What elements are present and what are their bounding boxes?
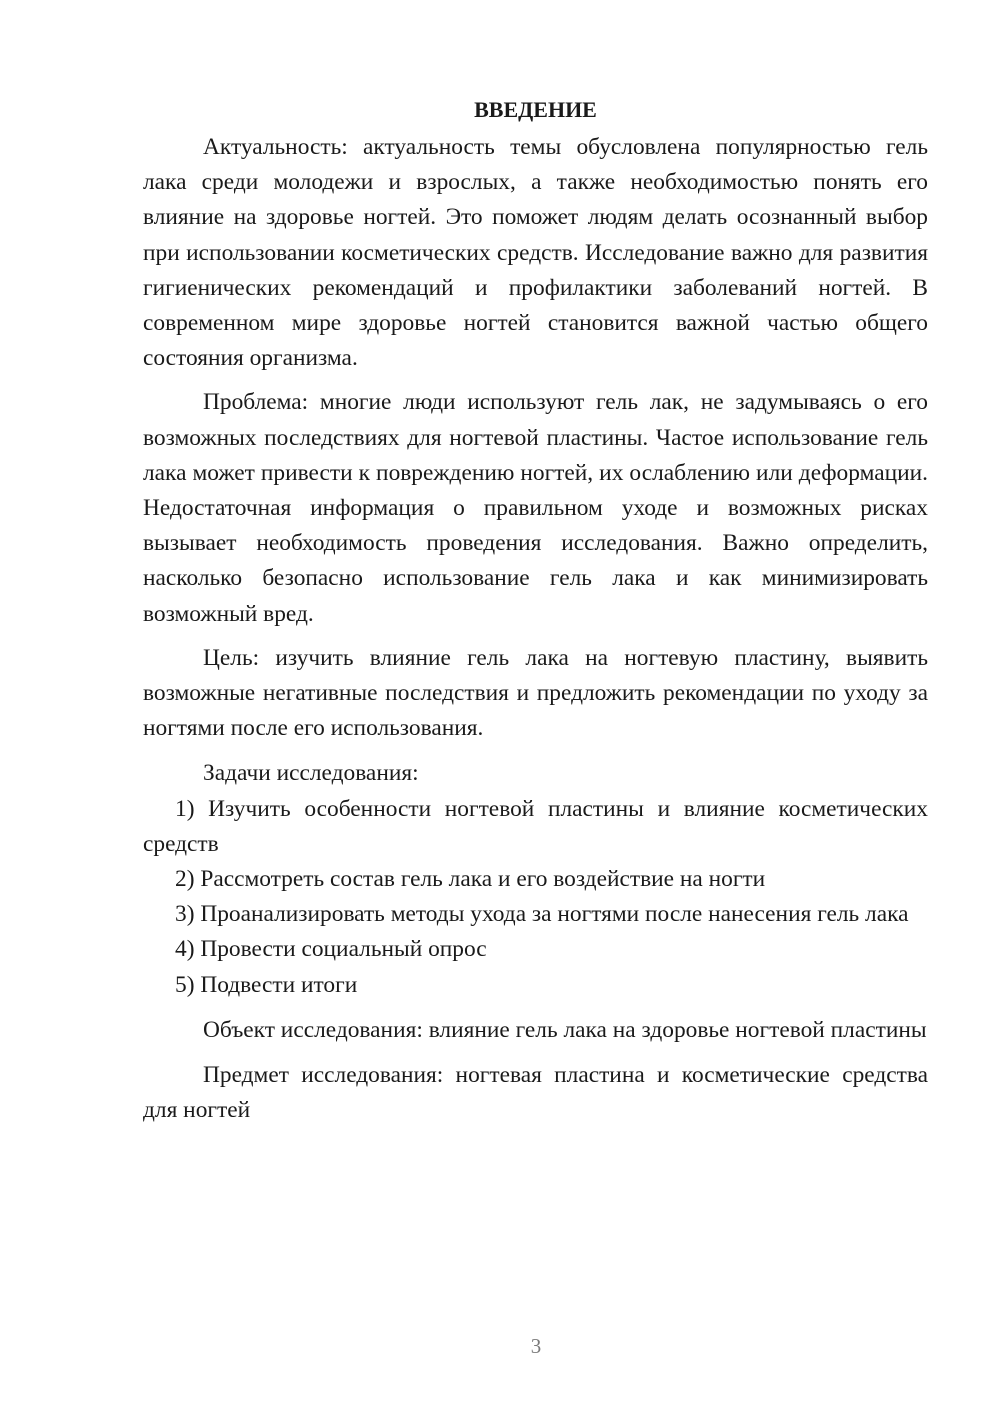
task-item-1: 1) Изучить особенности ногтевой пластины и влияние косметических средств xyxy=(143,795,928,857)
task-item-2: 2) Рассмотреть состав гель лака и его воздействие на ногти xyxy=(175,866,766,893)
paragraph-relevance: Актуальность: актуальность темы обусловлена популярностью гель лака среди молодежи и взрослых, а также необходимостью понять его влияние на здоровье ногтей. Это поможет людям делать осознанный выбор при использовании косметических средств. Исследование важно для развития гигиенических рекомендаций и профилактики заболеваний ногтей. В современном мире здоровье ногтей становится важной частью общего состояния организма. xyxy=(143,134,928,372)
page-content xyxy=(143,92,928,1128)
page-title: ВВЕДЕНИЕ xyxy=(474,97,597,122)
task-item-3: 3) Проанализировать методы ухода за ногтями после нанесения гель лака xyxy=(175,901,909,928)
paragraph-goal: Цель: изучить влияние гель лака на ногтевую пластину, выявить возможные негативные последствия и предложить рекомендации по уходу за ногтями после его использования. xyxy=(143,644,928,742)
task-item-4: 4) Провести социальный опрос xyxy=(175,936,487,963)
task-item-5: 5) Подвести итоги xyxy=(175,971,358,998)
paragraph-problem: Проблема: многие люди используют гель лак, не задумываясь о его возможных последствиях для ногтевой пластины. Частое использование гель лака может привести к повреждению ногтей, их ослаблению или деформации. Недостаточная информация о правильном уходе и возможных рисках вызывает необходимость проведения исследования. Важно определить, насколько безопасно использование гель лака и как минимизировать возможный вред. xyxy=(143,389,928,627)
page-number: 3 xyxy=(530,1334,542,1358)
paragraph-subject: Предмет исследования: ногтевая пластина и косметические средства для ногтей xyxy=(143,1062,928,1124)
paragraph-object: Объект исследования: влияние гель лака на здоровье ногтевой пластины xyxy=(203,1016,927,1043)
tasks-heading: Задачи исследования: xyxy=(203,760,419,787)
